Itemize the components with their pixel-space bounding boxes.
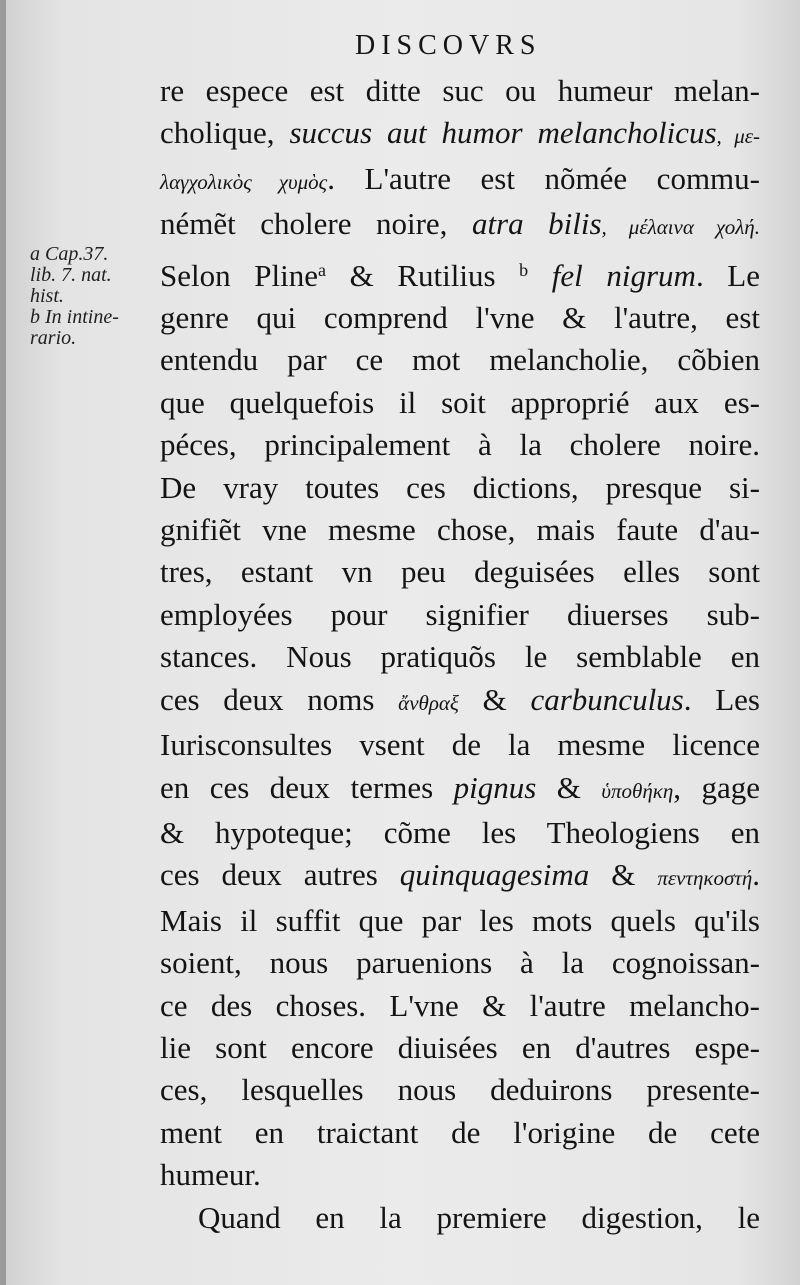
- footnote-marker: b: [519, 259, 529, 280]
- text-line: némẽt cholere noire, atra bilis, μέλαινα χολή.: [160, 206, 760, 242]
- text-line: entendu par ce mot melancholie, cõbien: [160, 342, 760, 378]
- text-line: tres, estant vn peu deguisées elles sont: [160, 554, 760, 590]
- text-line: Selon Pline$^a$ & Rutilius $^b$ fel nigrum. Le: [160, 257, 761, 293]
- text-line: lie sont encore diuisées en d'autres espe-: [160, 1029, 760, 1065]
- text-line: re espece est ditte suc ou humeur melan-: [160, 73, 760, 108]
- text-line: stances. Nous pratiquõs le semblable en: [160, 639, 760, 675]
- text-line: humeur.: [160, 1157, 261, 1193]
- text-line: Iurisconsultes vsent de la mesme licence: [160, 727, 760, 763]
- text-line: soient, nous paruenions à la cognoissan-: [160, 945, 760, 981]
- text-line: employées pour signifier diuerses sub-: [160, 596, 760, 632]
- margin-note: b In intine-: [30, 306, 119, 328]
- text-line: & hypoteque; cõme les Theologiens en: [160, 814, 760, 850]
- text-line: ce des choses. L'vne & l'autre melancho-: [160, 987, 760, 1023]
- margin-note: lib. 7. nat.: [30, 264, 112, 286]
- text-line: péces, principalement à la cholere noire.: [160, 427, 760, 463]
- text-line: ces deux autres quinquagesima & πεντηκοστή.: [160, 857, 760, 893]
- margin-note: hist.: [30, 285, 64, 307]
- margin-notes: [30, 244, 155, 349]
- text-line: genre qui comprend l'vne & l'autre, est: [160, 300, 760, 336]
- text-line: en ces deux termes pignus & ὑποθήκη, gage: [160, 769, 760, 805]
- margin-note: rario.: [30, 327, 77, 349]
- paragraph-start-line: Quand en la premiere digestion, le: [198, 1199, 760, 1235]
- text-line: ment en traictant de l'origine de cete: [160, 1114, 760, 1150]
- margin-note: a Cap.37.: [30, 243, 109, 265]
- text-line: que quelquefois il soit approprié aux es-: [160, 384, 760, 420]
- running-header: DISCOVRS: [355, 30, 542, 61]
- text-line: λαγχολικὸς χυμὸς. L'autre est nõmée commu-: [160, 160, 760, 196]
- text-line: ces, lesquelles nous deduirons presente-: [160, 1072, 760, 1108]
- text-line: Mais il suffit que par les mots quels qu'ils: [160, 902, 760, 938]
- text-line: gnifiẽt vne mesme chose, mais faute d'au-: [160, 512, 760, 548]
- text-line: cholique, succus aut humor melancholicus, με-: [160, 115, 761, 151]
- text-line: ces deux noms ἄνθραξ & carbunculus. Les: [160, 681, 760, 717]
- footnote-marker: a: [317, 259, 326, 280]
- body-text: [160, 70, 760, 1239]
- text-line: De vray toutes ces dictions, presque si-: [160, 469, 760, 505]
